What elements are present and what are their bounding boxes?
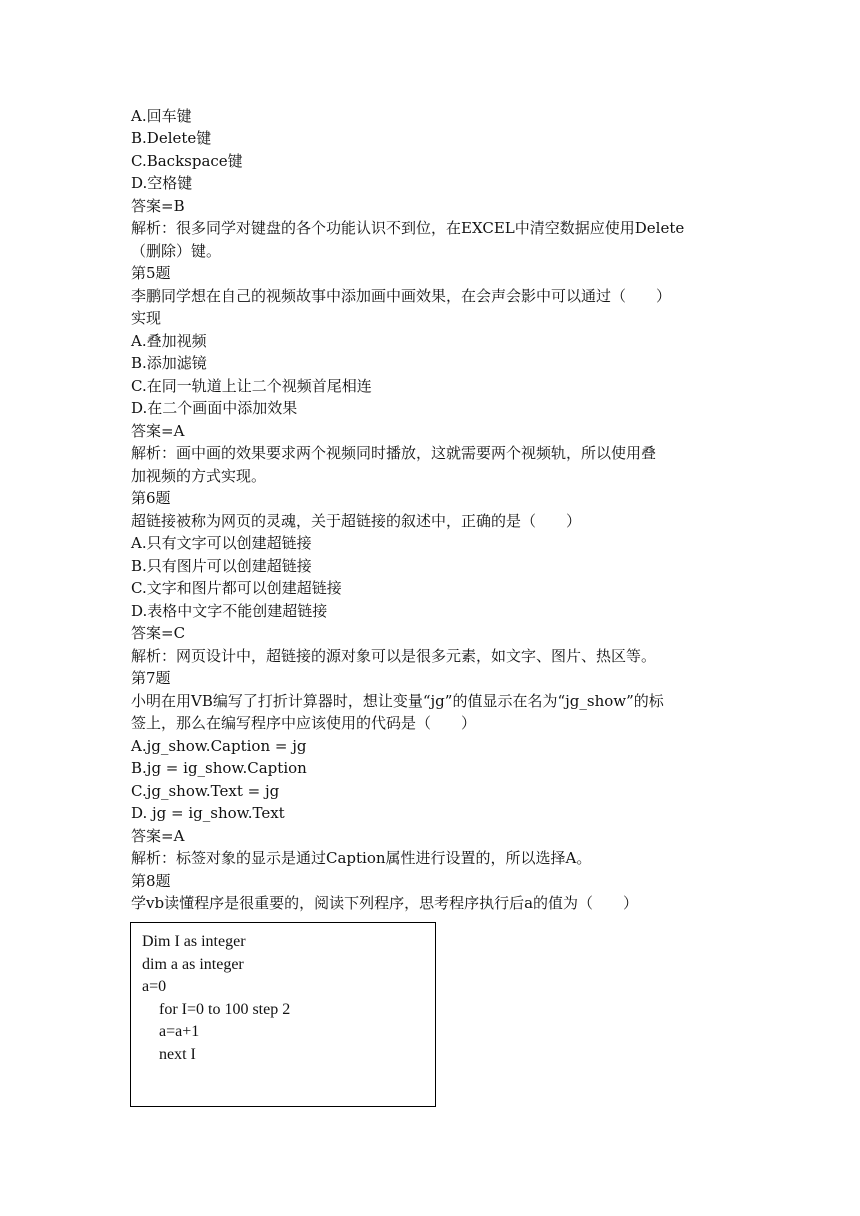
answer: 答案=B xyxy=(131,197,185,215)
option-b: B.Delete键 xyxy=(131,129,212,147)
option-b: B.只有图片可以创建超链接 xyxy=(131,557,312,575)
explanation-continued: 加视频的方式实现。 xyxy=(131,467,267,485)
option-d: D. jg = ig_show.Text xyxy=(131,804,285,822)
option-d: D.表格中文字不能创建超链接 xyxy=(131,602,328,620)
option-c: C.jg_show.Text = jg xyxy=(131,782,280,800)
explanation-continued: （删除）键。 xyxy=(131,242,222,260)
answer: 答案=C xyxy=(131,624,186,642)
option-a: A.jg_show.Caption = jg xyxy=(131,737,307,755)
option-d: D.空格键 xyxy=(131,174,193,192)
question-text-continued: 签上，那么在编写程序中应该使用的代码是（ ） xyxy=(131,714,477,732)
question-text: 小明在用VB编写了打折计算器时，想让变量“jg”的值显示在名为“jg_show”的标 xyxy=(131,692,664,710)
explanation: 解析：很多同学对键盘的各个功能认识不到位，在EXCEL中清空数据应使用Delete xyxy=(131,219,685,237)
explanation: 解析：标签对象的显示是通过Caption属性进行设置的，所以选择A。 xyxy=(131,849,592,867)
question-text: 学vb读懂程序是很重要的，阅读下列程序，思考程序执行后a的值为（ ） xyxy=(131,894,639,912)
option-a: A.只有文字可以创建超链接 xyxy=(131,534,312,552)
question-title: 第6题 xyxy=(131,489,171,507)
option-a: A.回车键 xyxy=(131,107,192,125)
explanation: 解析：画中画的效果要求两个视频同时播放，这就需要两个视频轨，所以使用叠 xyxy=(131,444,657,462)
question-text: 李鹏同学想在自己的视频故事中添加画中画效果，在会声会影中可以通过（ ） xyxy=(131,287,672,305)
code-line: dim a as integer xyxy=(142,956,244,973)
code-line: a=a+1 xyxy=(159,1023,200,1040)
code-line: for I=0 to 100 step 2 xyxy=(159,1001,291,1018)
code-line: Dim I as integer xyxy=(142,933,246,950)
question-title: 第5题 xyxy=(131,264,171,282)
answer: 答案=A xyxy=(131,827,185,845)
option-b: B.添加滤镜 xyxy=(131,354,207,372)
explanation: 解析：网页设计中，超链接的源对象可以是很多元素，如文字、图片、热区等。 xyxy=(131,647,657,665)
question-title: 第8题 xyxy=(131,872,171,890)
code-box xyxy=(130,922,436,1107)
option-c: C.Backspace键 xyxy=(131,152,243,170)
question-title: 第7题 xyxy=(131,669,171,687)
question-text-continued: 实现 xyxy=(131,309,162,327)
question-text: 超链接被称为网页的灵魂，关于超链接的叙述中，正确的是（ ） xyxy=(131,512,582,530)
code-line: next I xyxy=(159,1046,196,1063)
code-line: a=0 xyxy=(142,978,167,995)
answer: 答案=A xyxy=(131,422,185,440)
option-d: D.在二个画面中添加效果 xyxy=(131,399,298,417)
option-a: A.叠加视频 xyxy=(131,332,207,350)
option-c: C.文字和图片都可以创建超链接 xyxy=(131,579,342,597)
option-b: B.jg = ig_show.Caption xyxy=(131,759,307,777)
option-c: C.在同一轨道上让二个视频首尾相连 xyxy=(131,377,372,395)
